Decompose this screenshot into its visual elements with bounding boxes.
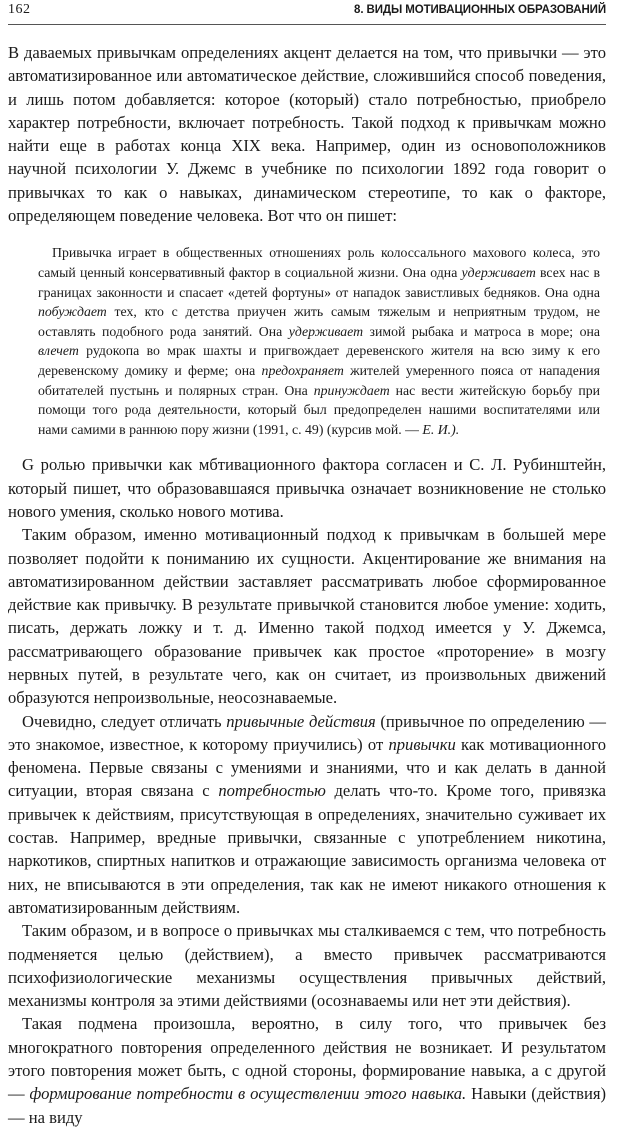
paragraph-text: Таким образом, и в вопросе о привычках мы сталкиваемся с тем, что потребность подменяется целью (действием), а вместо привычек рассматриваются психофизиологические механизмы осуществления привычных действий, механизмы контроля за этими действиями (осознаваемы или нет эти действия). [8,921,606,1011]
paragraph-intro [8,41,606,227]
paragraph-text: Такая подмена произошла, вероятно, в силу того, что привычек без многократного повторения определенного действия не возникает. И результатом этого повторения может быть, с одной стороны, формирование навыка, а с другой — [8,1014,606,1104]
quote-text: нас вести житейскую борьбу при помощи того рода деятельности, который был предопределен нашими воспитателями или нами самими в раннюю пору жизни (1991, с. 49) (курсив мой. — [38,382,600,437]
paragraph-text: Таким образом, именно мотивационный подход к привычкам в большей мере позволяет подойти к пониманию их сущности. Акцентирование же внимания на автоматизированном действии заставляет рассматривать любое сформированное действие как привычку. В результате привычкой становится любое умение: ходить, писать, держать ложку и т. д. Именно такой подход имеется у У. Джемса, рассматривающего образование привычек как простое «проторение» в мозгу нервных путей, в результате чего, как он считает, из произвольных движений образуются непроизвольные, неосознаваемые. [8,525,606,708]
chapter-title: 8. ВИДЫ МОТИВАЦИОННЫХ ОБРАЗОВАНИЙ [354,4,606,16]
paragraph-emphasis: привычки [388,734,456,754]
paragraph-repetition [8,1012,606,1128]
paragraph-intro-text: В даваемых привычкам определениях акцент делается на том, что привычки — это автоматизированное или автоматическое действие, сложившийся способ поведения, и лишь потом добавляется: которое (который) стало потребностью, приобрело характер потребности, включает потребность. Такой подход к привычкам можно найти еще в работах конца XIX века. Например, один из основоположников научной психологии У. Джемс в учебнике по психологии 1892 года говорит о привычках то как о навыках, динамическом стереотипе, то как о факторе, определяющем поведение человека. Вот что он пишет: [8,43,606,226]
quote-text: рудокопа во мрак шахты и пригвождает деревенского жителя на всю зиму к его деревенскому домику и ферме; она [38,343,600,378]
paragraph-text: G ролью привычки как мбтивационного фактора согласен и С. Л. Рубинштейн, который пишет, что образовавшаяся привычка означает возникновение не столько нового умения, сколько нового мотива. [8,455,606,521]
paragraph-emphasis: привычные действия [226,711,376,731]
quote-emphasis: влечет [38,343,79,359]
paragraph-text: Навыки (действия) — на виду [8,1084,606,1127]
quote-text: всех нас в границах законности и спасает «детей фортуны» от нападок завистливых бедняков. Она одна [38,264,601,300]
page-number: 162 [8,2,31,17]
paragraph-emphasis: формирование потребности в осуществлении этого навыка. [29,1084,467,1104]
quote-text: тех, кто с детства приучен жить самым тяжелым и неприятным трудом, не оставлять подобного рода занятий. Она [38,304,600,339]
quote-emphasis: удерживает [288,323,364,339]
paragraph-text: как мотивационного феномена. Первые связаны с умениями и знаниями, что и как делать в данной ситуации, вторая связана с [8,734,606,801]
paragraph-emphasis: потребностью [218,781,326,801]
quote-emphasis: удерживает [461,264,536,280]
paragraph-text: делать что-то. Кроме того, привязка привычек к действиям, присутствующая в определениях, значительно суживает их состав. Например, вредные привычки, связанные с употреблением никотина, наркотиков, спиртных напитков и отражающие зависимость организма человека от них, не вписываются в эти определения, так как не имеют никакого отношения к автоматизированным действиям. [8,781,607,917]
paragraph-substitution [8,919,606,1012]
paragraph-habitual-actions [8,710,606,920]
running-header [8,0,606,25]
quote-emphasis: побуждает [38,304,107,320]
paragraph-rubinstein [8,453,606,523]
quote-text: зимой рыбака и матроса в море; она [363,323,600,339]
quote-text: жителей умеренного пояса от нападения обитателей пустынь и полярных стран. Она [38,362,600,398]
james-quote [8,243,606,439]
quote-emphasis: принуждает [313,382,390,398]
paragraph-text: Очевидно, следует отличать [22,711,227,731]
quote-emphasis: предохраняет [261,362,344,378]
quote-text: Привычка играет в общественных отношениях роль колоссального махового колеса, это самый ценный консервативный фактор в социальной жизни. Она одна [38,245,600,280]
quote-emphasis: Е. И.). [422,421,460,437]
paragraph-motivational-approach [8,523,606,709]
paragraph-text: (привычное по определению — это знакомое, известное, к которому приучились) от [8,711,606,754]
